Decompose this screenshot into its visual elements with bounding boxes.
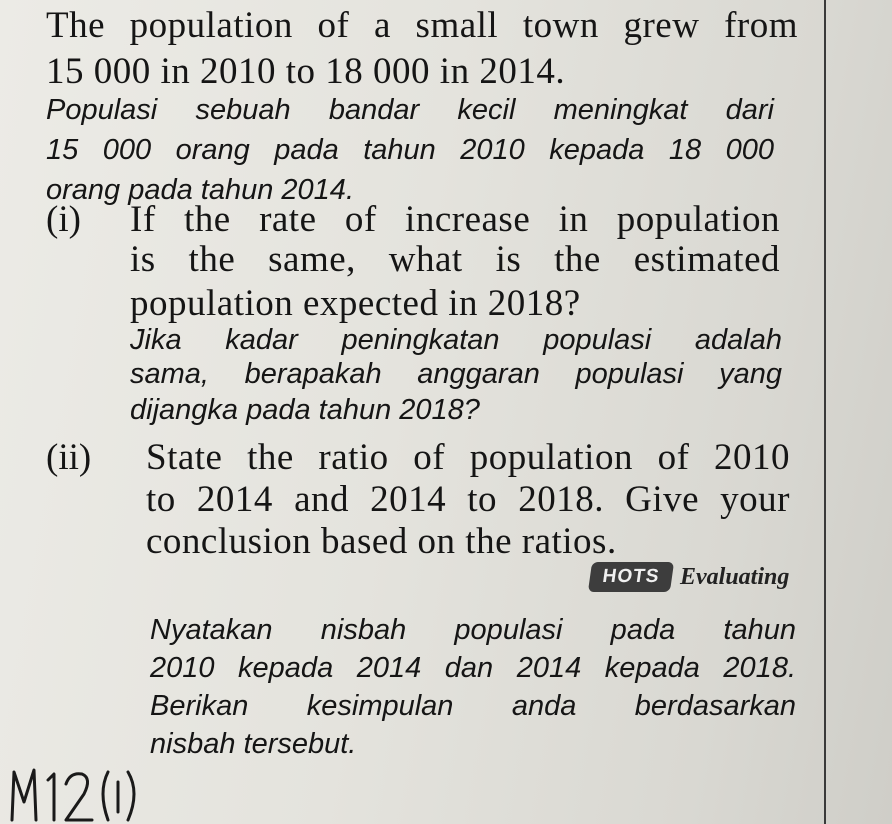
part-ii-english-line-2: to 2014 and 2014 to 2018. Give your bbox=[146, 479, 790, 520]
question-english-line-2: 15 000 in 2010 to 18 000 in 2014. bbox=[46, 51, 566, 92]
hots-badge: HOTS bbox=[588, 562, 674, 592]
part-ii-english-line-3: conclusion based on the ratios. bbox=[146, 521, 617, 562]
question-malay-line-3: orang pada tahun 2014. bbox=[46, 174, 354, 206]
part-i-malay-line-1: Jika kadar peningkatan populasi adalah bbox=[130, 324, 782, 356]
part-i-english-line-1: If the rate of increase in population bbox=[130, 199, 780, 240]
question-english-line-1: The population of a small town grew from bbox=[46, 5, 798, 46]
part-ii-malay-line-2: 2010 kepada 2014 dan 2014 kepada 2018. bbox=[150, 652, 796, 684]
part-ii-malay-line-3: Berikan kesimpulan anda berdasarkan bbox=[150, 690, 796, 722]
part-ii-malay-line-1: Nyatakan nisbah populasi pada tahun bbox=[150, 614, 796, 646]
part-ii-english-line-1: State the ratio of population of 2010 bbox=[146, 437, 790, 478]
part-ii-number: (ii) bbox=[46, 437, 92, 478]
part-i-english-line-3: population expected in 2018? bbox=[130, 283, 581, 324]
part-ii-malay-line-4: nisbah tersebut. bbox=[150, 728, 357, 760]
part-i-malay-line-2: sama, berapakah anggaran populasi yang bbox=[130, 358, 782, 390]
part-i-english-line-2: is the same, what is the estimated bbox=[130, 239, 780, 280]
question-malay-line-1: Populasi sebuah bandar kecil meningkat dari bbox=[46, 94, 774, 126]
page-margin-line bbox=[824, 0, 826, 824]
evaluating-label: Evaluating bbox=[680, 564, 790, 590]
part-i-malay-line-3: dijangka pada tahun 2018? bbox=[130, 394, 480, 426]
handwritten-note bbox=[4, 762, 144, 824]
question-malay-line-2: 15 000 orang pada tahun 2010 kepada 18 000 bbox=[46, 134, 774, 166]
part-i-number: (i) bbox=[46, 199, 81, 240]
